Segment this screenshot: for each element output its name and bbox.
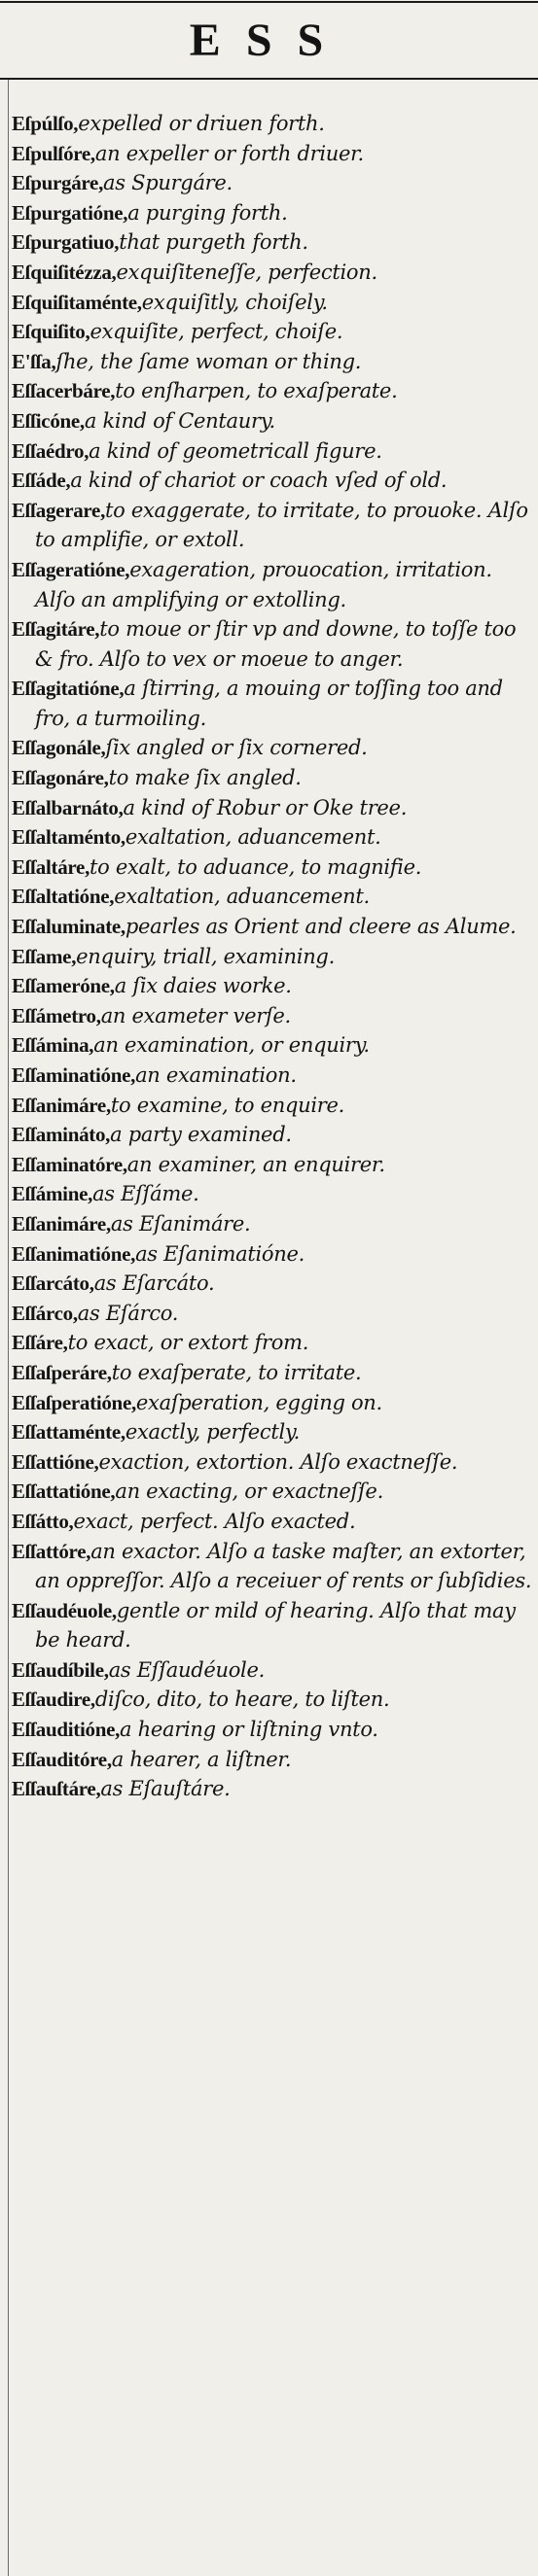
- entry-headword: Eſſaminatióne,: [12, 1063, 136, 1087]
- entry-headword: Eſſarcáto,: [12, 1271, 94, 1296]
- entry-definition: a ſix daies worke.: [114, 974, 292, 998]
- entry-headword: Eſſaſperáre,: [12, 1360, 112, 1384]
- entry-definition: exquiſiteneſſe, perfection.: [116, 260, 377, 284]
- entry-definition: a ſtirring, a mouing or toſſing too and fro, a turmoiling.: [35, 677, 503, 730]
- entry-headword: Eſſagitatióne,: [12, 677, 125, 701]
- entry-headword: Eſſaudire,: [12, 1688, 95, 1712]
- entry-headword: Eſſame,: [12, 944, 77, 968]
- dictionary-entry: [12, 1209, 532, 1239]
- dictionary-entry: [12, 436, 532, 467]
- entry-headword: Eſſameróne,: [12, 974, 115, 998]
- entry-definition: exaltation, aduancement.: [114, 885, 370, 909]
- entry-headword: Eſſaudéuole,: [12, 1598, 117, 1622]
- dictionary-entry: [12, 1596, 532, 1655]
- entry-headword: Eſſattatióne,: [12, 1479, 116, 1504]
- entry-headword: Eſſagitáre,: [12, 617, 100, 642]
- entry-headword: Eſſámine,: [12, 1182, 93, 1206]
- dictionary-entry: [12, 288, 532, 318]
- entry-definition: exquiſitly, choiſely.: [141, 290, 328, 314]
- entry-headword: Eſſauſtáre,: [12, 1777, 101, 1801]
- dictionary-entry: [12, 1299, 532, 1329]
- dictionary-entry: [12, 406, 532, 436]
- entry-definition: as Eſarcáto.: [93, 1271, 215, 1296]
- dictionary-entry: [12, 376, 532, 406]
- entry-definition: to enſharpen, to exaſperate.: [115, 379, 398, 403]
- column-rule: [8, 80, 9, 2576]
- entry-definition: ſhe, the ſame woman or thing.: [55, 349, 362, 373]
- entry-definition: to exaggerate, to irritate, to prouoke. Alſo to amplifie, or extoll.: [35, 498, 528, 552]
- dictionary-entry: [12, 1537, 532, 1596]
- dictionary-entry: [12, 1655, 532, 1686]
- entry-definition: an exacting, or exactneſſe.: [115, 1479, 383, 1504]
- entry-headword: Eſſaluminate,: [12, 915, 126, 939]
- entry-definition: a hearing or liſtning vnto.: [120, 1718, 378, 1742]
- dictionary-entry: [12, 168, 532, 198]
- entry-headword: Eſſaltáre,: [12, 854, 90, 879]
- dictionary-entry: [12, 466, 532, 496]
- dictionary-entry: [12, 227, 532, 258]
- dictionary-entry: [12, 763, 532, 793]
- entry-definition: a hearer, a liſtner.: [111, 1747, 292, 1771]
- entry-headword: Eſſátto,: [12, 1509, 74, 1533]
- entry-headword: E'ſſa,: [12, 349, 56, 373]
- entry-headword: Eſſauditóre,: [12, 1747, 112, 1771]
- dictionary-entry: [12, 1477, 532, 1507]
- entry-headword: Eſſaudíbile,: [12, 1657, 109, 1682]
- entry-definition: as Eſárco.: [77, 1301, 179, 1325]
- entry-definition: enquiry, triall, examining.: [76, 944, 335, 968]
- entry-definition: ſix angled or ſix cornered.: [105, 736, 368, 760]
- entry-headword: Eſſárco,: [12, 1301, 78, 1325]
- entry-definition: an expeller or forth driuer.: [94, 141, 364, 165]
- entry-headword: Eſpurgatióne,: [12, 200, 128, 225]
- dictionary-entry: [12, 1001, 532, 1031]
- entry-definition: exactly, perfectly.: [125, 1420, 301, 1445]
- dictionary-entry: [12, 1507, 532, 1537]
- dictionary-entry: [12, 674, 532, 733]
- entry-definition: as Spurgáre.: [103, 171, 233, 195]
- entry-headword: Eſpúlſo,: [12, 112, 79, 135]
- entry-headword: Eſpurgatiuo,: [12, 230, 120, 255]
- dictionary-entry: [12, 258, 532, 288]
- entry-definition: exaltation, aduancement.: [125, 825, 381, 850]
- entry-headword: Eſpurgáre,: [12, 171, 104, 195]
- dictionary-entry: [12, 1061, 532, 1091]
- entry-definition: to examine, to enquire.: [110, 1093, 345, 1117]
- dictionary-entry: [12, 1447, 532, 1478]
- dictionary-entry: [12, 971, 532, 1001]
- entry-definition: an examination, or enquiry.: [93, 1033, 370, 1058]
- entry-headword: Eſſanimatióne,: [12, 1241, 136, 1266]
- entry-definition: as Eſſáme.: [92, 1182, 199, 1206]
- entry-headword: Eſſáre,: [12, 1331, 68, 1355]
- entry-headword: Eſſaédro,: [12, 438, 90, 463]
- entry-definition: exaſperation, egging on.: [135, 1390, 382, 1414]
- page-header: ESS: [189, 15, 349, 66]
- dictionary-entry: [12, 198, 532, 228]
- entry-definition: a kind of Centaury.: [84, 408, 275, 433]
- entry-headword: Eſſaltatióne,: [12, 885, 115, 909]
- entry-definition: exaction, extortion. Alſo exactneſſe.: [98, 1449, 458, 1474]
- entry-headword: Eſſalbarnáto,: [12, 795, 124, 819]
- dictionary-entry: [12, 1120, 532, 1150]
- entry-headword: Eſpulſóre,: [12, 141, 95, 165]
- dictionary-entry: [12, 109, 532, 139]
- header-rule: [0, 78, 538, 80]
- dictionary-entry: [12, 1685, 532, 1715]
- dictionary-entry: [12, 822, 532, 853]
- entry-headword: Eſſamináto,: [12, 1123, 111, 1147]
- entry-headword: Eſſattóre,: [12, 1539, 91, 1563]
- dictionary-entry: [12, 317, 532, 347]
- entry-definition: an exactor. Alſo a taske maſter, an extorter, an oppreſſor. Alſo a receiuer of rents or ſubſidies.: [35, 1539, 532, 1593]
- entry-definition: a purging forth.: [127, 200, 288, 225]
- entry-headword: Eſſageratióne,: [12, 557, 130, 581]
- dictionary-entry: [12, 1091, 532, 1121]
- dictionary-entry: [12, 793, 532, 823]
- dictionary-entry: [12, 1715, 532, 1745]
- dictionary-entry: [12, 1179, 532, 1209]
- dictionary-entry: [12, 1745, 532, 1775]
- entry-definition: expelled or driuen forth.: [78, 112, 325, 135]
- entry-definition: exact, perfect. Alſo exacted.: [73, 1509, 356, 1533]
- entry-headword: Eſſaminatóre,: [12, 1152, 127, 1176]
- entry-definition: as Eſauſtáre.: [100, 1777, 231, 1801]
- entry-headword: Eſſámetro,: [12, 1003, 101, 1027]
- dictionary-entry: [12, 853, 532, 883]
- entry-headword: Eſſattaménte,: [12, 1420, 126, 1445]
- entry-headword: Eſquiſito,: [12, 320, 90, 344]
- entry-definition: as Eſanimáre.: [110, 1211, 251, 1236]
- entry-definition: to exaſperate, to irritate.: [111, 1360, 362, 1384]
- entry-headword: Eſſagonáre,: [12, 766, 109, 790]
- entry-headword: Eſſanimáre,: [12, 1093, 111, 1117]
- dictionary-entry: [12, 733, 532, 763]
- entry-definition: that purgeth forth.: [119, 230, 308, 255]
- entry-definition: as Eſſaudéuole.: [108, 1657, 265, 1682]
- dictionary-entry: [12, 1358, 532, 1388]
- dictionary-entry: [12, 1150, 532, 1180]
- entry-headword: Eſſaſperatióne,: [12, 1390, 136, 1414]
- dictionary-entry: [12, 1030, 532, 1061]
- entry-headword: Eſſanimáre,: [12, 1211, 111, 1236]
- entry-definition: an examination.: [135, 1063, 297, 1087]
- entry-definition: a party examined.: [110, 1123, 292, 1147]
- entry-headword: Eſſaltaménto,: [12, 825, 126, 850]
- dictionary-entry: [12, 882, 532, 912]
- entry-definition: a kind of Robur or Oke tree.: [123, 795, 408, 819]
- top-rule: [0, 1, 538, 3]
- entry-headword: Eſſagerare,: [12, 498, 106, 522]
- dictionary-entry: [12, 555, 532, 614]
- entry-definition: a kind of geometricall figure.: [89, 438, 382, 463]
- entry-definition: a kind of chariot or coach vſed of old.: [70, 469, 448, 493]
- entry-definition: pearles as Orient and cleere as Alume.: [125, 915, 517, 939]
- entry-list: [12, 109, 532, 1804]
- dictionary-entry: [12, 1388, 532, 1418]
- entry-headword: Eſſicóne,: [12, 408, 85, 433]
- dictionary-entry: [12, 496, 532, 555]
- entry-headword: Eſquiſitézza,: [12, 260, 117, 284]
- dictionary-entry: [12, 614, 532, 674]
- entry-definition: as Eſanimatióne.: [135, 1241, 305, 1266]
- entry-definition: exageration, prouocation, irritation. Alſo an amplifying or extolling.: [35, 557, 492, 611]
- entry-headword: Eſſámina,: [12, 1033, 94, 1058]
- entry-definition: diſco, dito, to heare, to liſten.: [94, 1688, 390, 1712]
- dictionary-entry: [12, 139, 532, 169]
- entry-definition: to exalt, to aduance, to magnifie.: [90, 854, 422, 879]
- dictionary-entry: [12, 1774, 532, 1804]
- entry-definition: to make ſix angled.: [108, 766, 302, 790]
- entry-headword: Eſſagonále,: [12, 736, 106, 760]
- entry-definition: an examiner, an enquirer.: [126, 1152, 385, 1176]
- dictionary-entry: [12, 1417, 532, 1447]
- entry-headword: Eſſauditióne,: [12, 1718, 121, 1742]
- dictionary-entry: [12, 912, 532, 942]
- entry-headword: Eſſattióne,: [12, 1449, 99, 1474]
- dictionary-entry: [12, 942, 532, 972]
- entry-definition: exquiſite, perfect, choiſe.: [90, 320, 343, 344]
- dictionary-entry: [12, 1269, 532, 1299]
- dictionary-entry: [12, 347, 532, 377]
- entry-definition: to moue or ſtir vp and downe, to toſſe too & fro. Alſo to vex or moeue to anger.: [35, 617, 517, 671]
- entry-definition: gentle or mild of hearing. Alſo that may be heard.: [35, 1598, 516, 1653]
- dictionary-entry: [12, 1328, 532, 1358]
- entry-headword: Eſſacerbáre,: [12, 379, 116, 403]
- dictionary-entry: [12, 1239, 532, 1270]
- entry-headword: Eſſáde,: [12, 469, 71, 493]
- entry-definition: to exact, or extort from.: [67, 1331, 309, 1355]
- entry-definition: an exameter verſe.: [100, 1003, 291, 1027]
- entry-headword: Eſquiſitaménte,: [12, 290, 142, 314]
